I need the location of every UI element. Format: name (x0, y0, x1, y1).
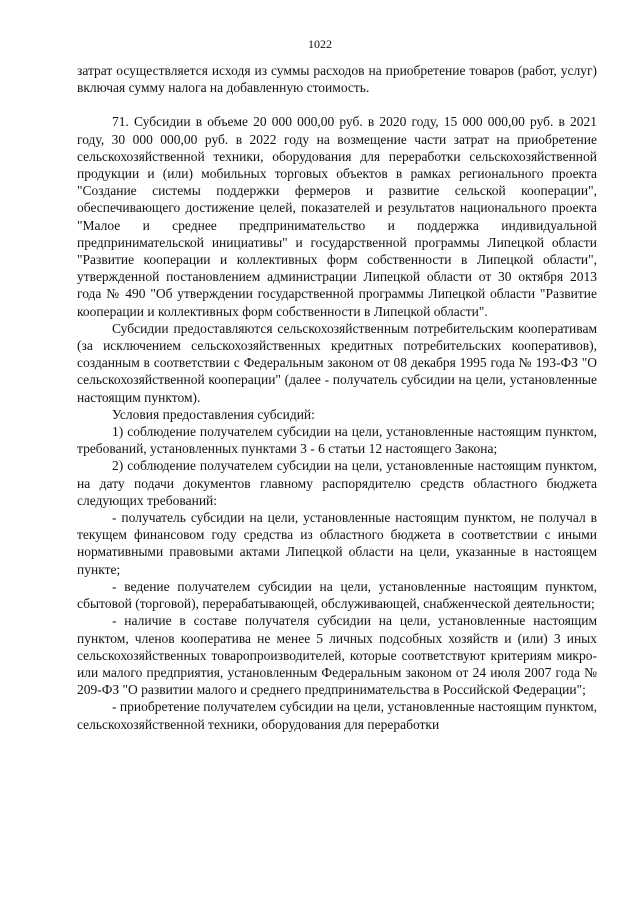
paragraph-condition-1: 1) соблюдение получателем субсидии на цели, установленные настоящим пунктом, требований, установленных пунктами 3 - 6 статьи 12 настоящего Закона; (77, 424, 597, 457)
paragraph-requirement-members: - наличие в составе получателя субсидии на цели, установленные настоящим пунктом, членов кооператива не менее 5 личных подсобных хозяйств и (или) 3 иных сельскохозяйственных товаропроизводителей, которые соответствуют критериям микро- или малого предприятия, установленным Федеральным законом от 24 июля 2007 года № 209-ФЗ "О развитии малого и среднего предпринимательства в Российской Федерации"; (77, 613, 597, 698)
paragraph-requirement-no-other-funds: - получатель субсидии на цели, установленные настоящим пунктом, не получал в текущем финансовом году средства из областного бюджета в соответствии с иными нормативными правовыми актами Липецкой области на цели, указанные в настоящем пункте; (77, 510, 597, 577)
paragraph-conditions-heading: Условия предоставления субсидий: (112, 406, 315, 422)
paragraph-requirement-acquisition: - приобретение получателем субсидии на цели, установленные настоящим пунктом, сельскохозяйственной техники, оборудования для переработки (77, 699, 597, 732)
paragraph-condition-2: 2) соблюдение получателем субсидии на цели, установленные настоящим пунктом, на дату подачи документов главному распорядителю средств областного бюджета следующих требований: (77, 458, 597, 508)
paragraph-recipients: Субсидии предоставляются сельскохозяйственным потребительским кооперативам (за исключением сельскохозяйственных кредитных потребительских кооперативов), созданным в соответствии с Федеральным законом от 08 декабря 1995 года № 193-ФЗ "О сельскохозяйственной кооперации" (далее - получатель субсидии на цели, установленные настоящим пунктом). (77, 320, 597, 405)
paragraph-continuation: затрат осуществляется исходя из суммы расходов на приобретение товаров (работ, услуг) включая сумму налога на добавленную стоимость. (77, 63, 597, 96)
document-body (77, 62, 597, 733)
page-number: 1022 (308, 37, 332, 51)
paragraph-item-71: 71. Субсидии в объеме 20 000 000,00 руб. в 2020 году, 15 000 000,00 руб. в 2021 году, 30 000 000,00 руб. в 2022 году на возмещение части затрат на приобретение сельскохозяйственной техники, оборудования для переработки сельскохозяйственной продукции и (или) мобильных торговых объектов в рамках регионального проекта "Создание системы поддержки фермеров и развитие сельской кооперации", обеспечивающего достижение целей, показателей и результатов национального проекта "Малое и среднее предпринимательство и поддержка индивидуальной предпринимательской инициативы" и государственной программы Липецкой области "Развитие кооперации и коллективных форм собственности в Липецкой области", утвержденной постановлением администрации Липецкой области от 30 октября 2013 года № 490 "Об утверждении государственной программы Липецкой области "Развитие кооперации и коллективных форм собственности в Липецкой области". (77, 114, 597, 319)
paragraph-requirement-activity: - ведение получателем субсидии на цели, установленные настоящим пунктом, сбытовой (торговой), перерабатывающей, обслуживающей, снабженческой деятельности; (77, 578, 597, 612)
